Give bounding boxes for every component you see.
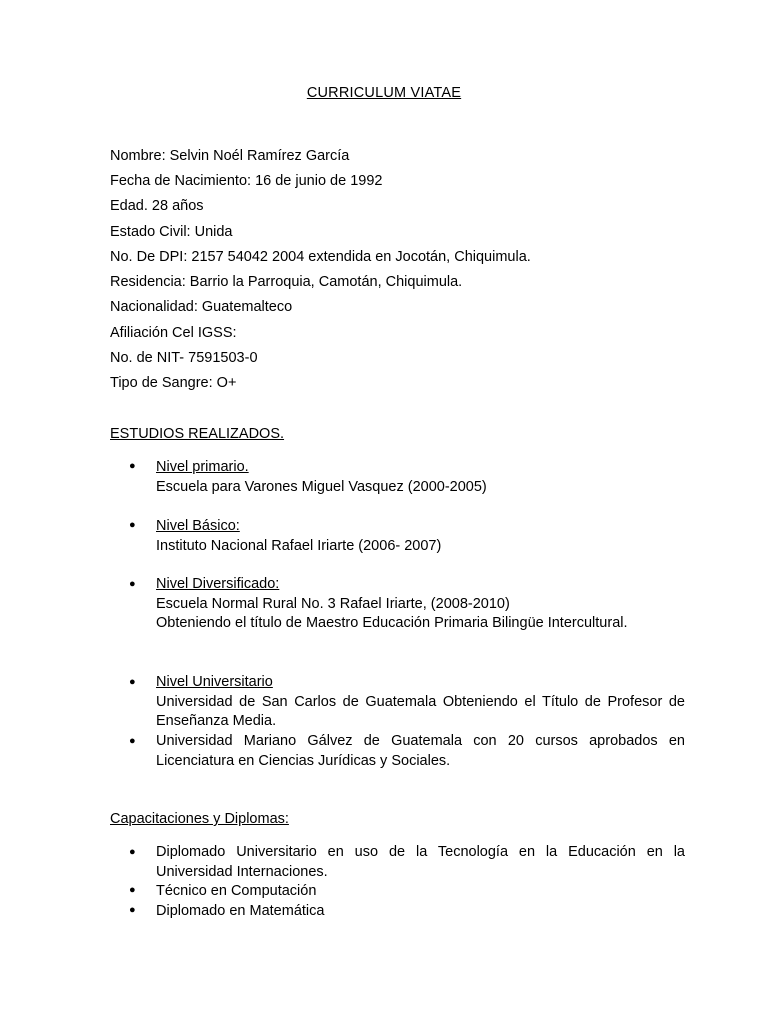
document-title: CURRICULUM VIATAE (306, 85, 462, 101)
list-item-mariano: Universidad Mariano Gálvez de Guatemala con 20 cursos aprobados en Licenciatura en Ciencias Jurídicas y Sociales. (156, 733, 685, 769)
personal-residence: Residencia: Barrio la Parroquia, Camotán, Chiquimula. (110, 274, 463, 290)
list-item-capacitacion: Técnico en Computación (156, 883, 317, 899)
personal-age: Edad. 28 años (110, 198, 204, 214)
item-label: Nivel Universitario (156, 674, 273, 690)
bullet-icon: ● (129, 519, 136, 531)
item-label: Nivel primario. (156, 459, 249, 475)
section-heading-capacitaciones: Capacitaciones y Diplomas: (110, 811, 289, 827)
bullet-icon: ● (129, 676, 136, 688)
item-label: Nivel Básico: (156, 518, 240, 534)
personal-nationality: Nacionalidad: Guatemalteco (110, 299, 293, 315)
bullet-icon: ● (129, 578, 136, 590)
item-detail: Universidad de San Carlos de Guatemala Obteniendo el Título de Profesor de Enseñanza Media. (156, 693, 685, 729)
list-item-capacitacion: Diplomado Universitario en uso de la Tecnología en la Educación en la Universidad Internaciones. (156, 844, 685, 880)
bullet-icon: ● (129, 735, 136, 747)
item-label: Nivel Diversificado: (156, 576, 280, 592)
personal-name: Nombre: Selvin Noél Ramírez García (110, 148, 350, 164)
list-item-diversificado (156, 575, 685, 634)
item-detail: Instituto Nacional Rafael Iriarte (2006- 2007) (156, 537, 442, 554)
list-item-universitario (156, 673, 685, 732)
item-detail: Escuela Normal Rural No. 3 Rafael Iriarte, (2008-2010) (156, 595, 510, 612)
personal-dpi: No. De DPI: 2157 54042 2004 extendida en Jocotán, Chiquimula. (110, 249, 531, 265)
bullet-icon: ● (129, 460, 136, 472)
list-item-capacitacion: Diplomado en Matemática (156, 903, 325, 919)
item-detail: Escuela para Varones Miguel Vasquez (2000-2005) (156, 478, 487, 495)
list-item-primario (156, 458, 685, 497)
bullet-icon: ● (129, 904, 136, 916)
section-heading-estudios: ESTUDIOS REALIZADOS. (110, 426, 285, 442)
bullet-icon: ● (129, 884, 136, 896)
personal-civil-status: Estado Civil: Unida (110, 224, 233, 240)
personal-igss: Afiliación Cel IGSS: (110, 325, 237, 341)
personal-blood-type: Tipo de Sangre: O+ (110, 375, 237, 391)
list-item-basico (156, 517, 685, 556)
personal-birthdate: Fecha de Nacimiento: 16 de junio de 1992 (110, 173, 383, 189)
item-detail: Obteniendo el título de Maestro Educación Primaria Bilingüe Intercultural. (156, 615, 628, 631)
bullet-icon: ● (129, 846, 136, 858)
personal-nit: No. de NIT- 7591503-0 (110, 350, 258, 366)
